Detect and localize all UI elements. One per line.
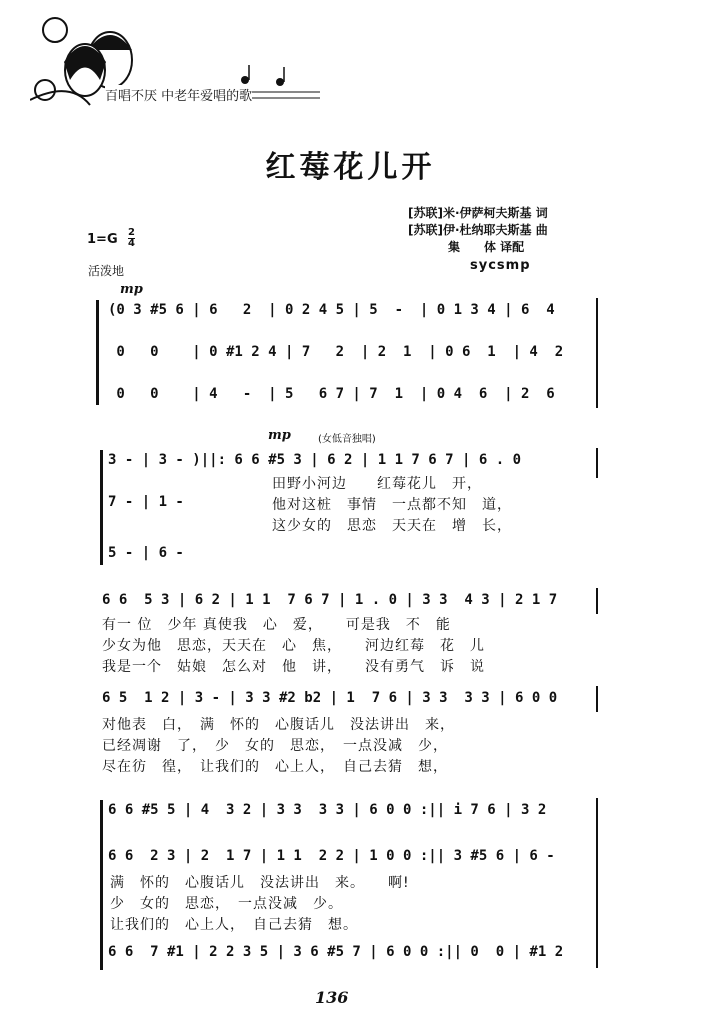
dynamic-mp-2: mp — [268, 428, 291, 443]
system3-lyric3: 我是一个 姑娘 怎么对 他 讲， 没有勇气 诉 说 — [102, 659, 485, 675]
song-title: 红莓花儿开 — [265, 150, 436, 185]
system5-lyric3: 让我们的 心上人， 自己去猜 想。 — [110, 917, 358, 933]
lyricist-credit: [苏联]米·伊萨柯夫斯基 词 — [408, 206, 548, 220]
system2-lyric3: 这少女的 思恋 天天在 增 长， — [272, 518, 512, 534]
system1-brace — [96, 300, 99, 405]
system4-lyric1: 对他表 白， 满 怀的 心腹话儿 没法讲出 来， — [102, 717, 455, 733]
system2-row1: 3 - | 3 - )||: 6 6 #5 3 | 6 2 | 1 1 7 6 7 | 6 . 0 — [108, 452, 522, 468]
system2-end-barline — [596, 448, 598, 478]
system5-row1: 6 6 #5 5 | 4 3 2 | 3 3 3 3 | 6 0 0 :|| i 7 6 | 3 2 — [108, 802, 547, 818]
system2-row2: 7 - | 1 - — [108, 494, 184, 510]
time-bottom: 4 — [128, 238, 135, 249]
system5-row2: 6 6 2 3 | 2 1 7 | 1 1 2 2 | 1 0 0 :|| 3 #5 6 | 6 - — [108, 848, 555, 864]
system1-row2: 0 0 | 0 #1 2 4 | 7 2 | 2 1 | 0 6 1 | 4 2 — [108, 344, 564, 360]
system5-lyric2: 少 女的 思恋， 一点没减 少。 — [110, 896, 343, 912]
system2-lyric2: 他对这桩 事情 一点都不知 道， — [272, 497, 512, 513]
system1-end-barline — [596, 298, 598, 408]
signature: sycsmp — [470, 258, 531, 273]
system3-lyric2: 少女为他 思恋，天天在 心 焦， 河边红莓 花 儿 — [102, 638, 485, 654]
system1-row1: (0 3 #5 6 | 6 2 | 0 2 4 5 | 5 - | 0 1 3 4 | 6 4 — [108, 302, 555, 318]
system3-notes: 6 6 5 3 | 6 2 | 1 1 7 6 7 | 1 . 0 | 3 3 4 3 | 2 1 7 — [102, 592, 558, 608]
system5-lyric1: 满 怀的 心腹话儿 没法讲出 来。 啊! — [110, 875, 410, 891]
system4-end-barline — [596, 686, 598, 712]
system1-row3: 0 0 | 4 - | 5 6 7 | 7 1 | 0 4 6 | 2 6 — [108, 386, 555, 402]
system5-end-barline — [596, 798, 598, 968]
system4-lyric3: 尽在彷 徨， 让我们的 心上人， 自己去猜 想， — [102, 759, 448, 775]
system3-lyric1: 有一 位 少年 真使我 心 爱， 可是我 不 能 — [102, 617, 451, 633]
solo-note: (女低音独唱) — [318, 434, 376, 445]
composer-credit: [苏联]伊·杜纳耶夫斯基 曲 — [408, 223, 548, 237]
page-number: 136 — [315, 988, 349, 1007]
system2-brace — [100, 450, 103, 565]
system4-lyric2: 已经凋谢 了， 少 女的 思恋， 一点没减 少， — [102, 738, 448, 754]
time-top: 2 — [128, 227, 135, 238]
credits — [408, 205, 548, 256]
system4-notes: 6 5 1 2 | 3 - | 3 3 #2 b2 | 1 7 6 | 3 3 3 3 | 6 0 0 — [102, 690, 558, 706]
tempo-marking: 活泼地 — [88, 264, 125, 278]
series-label: 百唱不厌 中老年爱唱的歌 — [105, 85, 252, 104]
system5-brace — [100, 800, 103, 970]
system5-row3: 6 6 7 #1 | 2 2 3 5 | 3 6 #5 7 | 6 0 0 :|| 0 0 | #1 2 — [108, 944, 564, 960]
time-signature — [128, 228, 135, 249]
system3-end-barline — [596, 588, 598, 614]
key-signature: 1=G — [87, 232, 118, 247]
system2-lyric1: 田野小河边 红莓花儿 开， — [272, 476, 482, 492]
system2-row3: 5 - | 6 - — [108, 545, 184, 561]
arranger-credit: 集 体 译配 — [448, 240, 525, 254]
dynamic-mp-1: mp — [120, 282, 143, 297]
